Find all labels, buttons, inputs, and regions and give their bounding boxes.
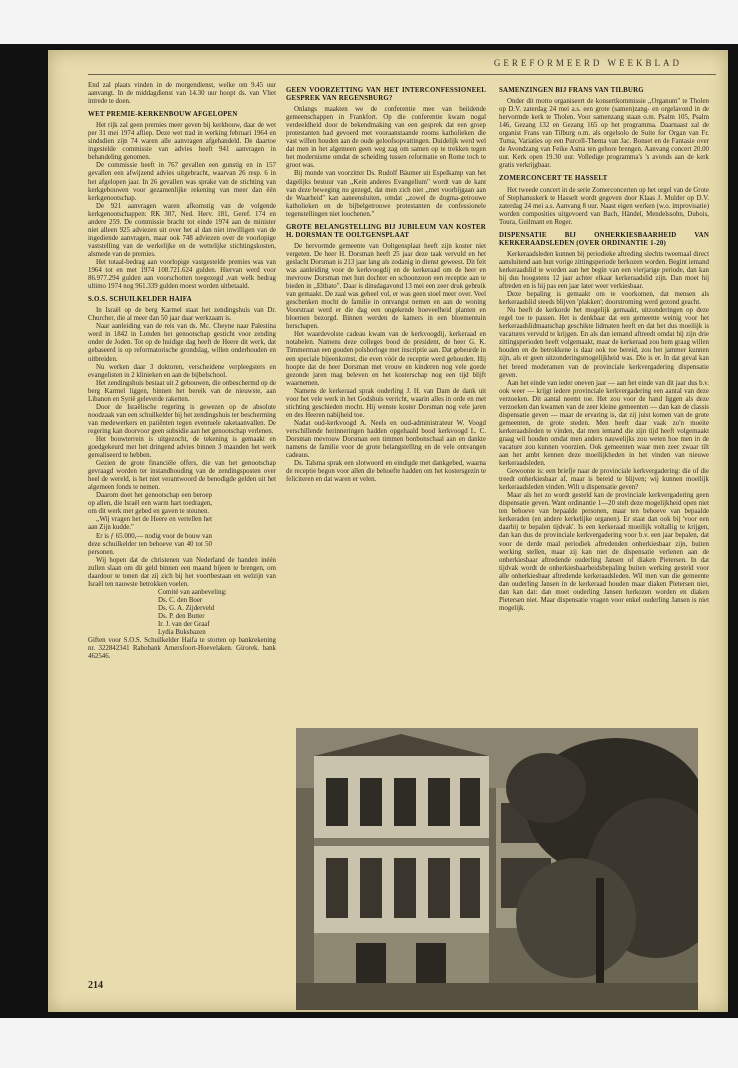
column-2: [286, 82, 486, 484]
heading-jubileum-dorsman: GROTE BELANGSTELLING BIJ JUBILEUM VAN KOSTER H. DORSMAN TE OOLTGENSPLAAT: [286, 223, 486, 239]
heading-dispensatie: DISPENSATIE BIJ ONHERKIESBAARHEID VAN KERKERAADSLEDEN (OVER ORDINANTIE 1-20): [499, 231, 709, 247]
column-1: [88, 82, 276, 661]
paragraph: Het bouwterrein is uitgezocht, de tekening is gemaakt en goedgekeurd met het dringend advies binnen 3 maanden het werk gerealiseerd te hebben.: [88, 435, 276, 460]
signature-line: Ds. C. den Boer: [158, 596, 203, 604]
donation-info: Giften voor S.O.S. Schuilkelder Haifa te storten op bankrekening nr. 322842341 Rabobank Amersfoort-Hoevelaken. Girorek. bank 462546.: [88, 637, 276, 661]
heading-zomerconcert-hasselt: ZOMERCONCERT TE HASSELT: [499, 175, 608, 183]
paragraph: Het waardevolste cadeau kwam van de kerkvoogdij, kerkeraad en notabelen. Namens deze colleges bood de president, de heer G. K. Timmerman een gouden polshorloge met inscriptie aan. Dat gebeurde in een speciale bijeenkomst, die even vóór de receptie werd gehouden. Hij hoopte dat de heer Dorsman met vrouw en kinderen nog vele goede gezonde jaren mag beleven en het kosterschap nog een tijd blijft waarnemen.: [286, 331, 486, 387]
paragraph: Aan het einde van ieder oneven jaar — aan het einde van dit jaar dus b.v. ook weer — krijgt iedere provinciale kerkvergadering een aantal van deze verzoeken. Dit aantal neemt toe. Het zou voor de hand liggen als deze verzoeken dan kwamen van de zeer kleine gemeenten — dan kan de classis dispensatie geven — maar de ervaring is, dat zij juist komen van de grote gemeenten, de grote steden. Men heeft daar vaak zo'n moeite kerkeraadsleden te vinden, dat men iemand die zijn tijd heeft volgemaakt graag wil houden omdat men anders nauwelijks zou weten hoe men in de vacature zou kunnen voorzien. Ook gemeenten waar men zeer zwaar tilt aan het ambt kennen deze moeilijkheden in het vinden van nieuwe kerkeraadsleden.: [499, 379, 709, 468]
paragraph: Daarom doet het genootschap een beroep op allen, die Israël een warm hart toedragen, om dit werk met gebed en gaven te steunen.: [88, 492, 212, 516]
heading-frans-van-tilburg: SAMENZINGEN BIJ FRANS VAN TILBURG: [499, 87, 644, 94]
intro-text: End zal plaats vinden in de morgendienst, welke om 9.45 uur aanvangt. In de middagdienst van 14.30 uur hoopt ds. van Vliet intrede te doen.: [88, 82, 276, 106]
paragraph: Onlangs maakten we de conferentie mee van beiidende gemeenschappen in Frankfort. Op die conferentie kwam nogal verdeeldheid door de bekendmaking van een gesprek dat een groep protestanten had gevoerd met vooraanstaande rooms katholieken die vast willen houden aan de oude geloofsopvattingen. Duidelijk werd wel dat men in het algemeen geen weg zag om samen op te trekken tegen het modernisme omdat de scheiding tussen reformatie en Rome toch te groot was.: [286, 106, 486, 170]
paragraph: Het tweede concert in de serie Zomerconcerten op het orgel van de Grote of Stephanuskerk te Hasselt wordt gegeven door Klaas J. Mulder op D.V. zaterdag 24 mei a.s. Aanvang 8 uur. Naast eigen werken (w.o. improvisatie) worden composities uitgevoerd van Bach, Händel, Mendelssohn, Dubois, Toura, Guilmant en Reger.: [499, 186, 709, 226]
paragraph: Gezien de grote financiële offers, die van het genootschap gevraagd worden ter instandhouding van de zendingsposten over heel de wereld, is het niet verantwoord de benodigde gelden uit het algemeen fonds te nemen.: [88, 460, 276, 492]
paragraph: Gewoonte is: een briefje naar de provinciale kerkvergadering: die of die treedt onherkiesbaar af, maar is bereid te blijven; wij kunnen moeilijk kerkeraadsleden vinden. Wilt u dispensatie geven?: [499, 468, 709, 492]
paragraph: Deze bepaling is gemaakt om te voorkomen, dat mensen als kerkeraadslid steeds blijven 'plakken'; doorstroming werd gezond geacht.: [499, 291, 709, 307]
narrow-block: [88, 492, 212, 556]
paragraph: Kerkeraadsleden kunnen bij periodieke aftreding slechts tweemaal direct aansluitend aan hun vorige zittingsperiode herkozen worden. Begint iemand kerkeraadslid te worden aan het begin van een vierjarige periode, dan kan hij dus hoogstens 12 jaar achter elkaar kerkeraadslid zijn. Dan moet hij aftreden en is hij pas een jaar later weer verkiesbaar.: [499, 250, 709, 291]
paragraph: De hervormde gemeente van Ooltgensplaat heeft zijn koster niet vergeten. De heer H. Dorsman heeft 25 jaar deze taak vervuld en het geslacht Dorsman is 213 jaar lang als zodanig in dienst geweest. Dit feit was aanleiding voor de kerkvoogdij en de kerkeraad om de heer en mevrouw Dorsman met hun dochter en schoonzoon een receptie aan te bieden in ,,Eltbato". Daar is dinsdagavond 13 mei een zeer druk gebruik van gemaakt. De zaal was geheel vol, er was geen stoel meer over. Veel geschenken mocht de familie in ontvangst nemen en aan de woning Voorstraat werd er die dag een ongekende hoeveelheid planten en bloemen bezorgd. Binnen werden de kamers in een bloementuin herschapen.: [286, 242, 486, 331]
paragraph: De commissie heeft in 767 gevallen een gunstig en in 157 gevallen een afwijzend advies uitgebracht, waarvan 26 resp. 6 in het afgelopen jaar. In 26 gevallen was sprake van de stichting van kerkgebouwen voor gezamenlijke rekening van meer dan één kerkgenootschap.: [88, 162, 276, 202]
paragraph: Het zendingshuis bestaat uit 2 gebouwen, die onbeschermd op de berg Karmel liggen, binnen het bereik van de nieuwste, aan Libanon en Syrië geleverde raketten.: [88, 379, 276, 403]
paragraph: Door de Israëlische regering is gewezen op de absolute noodzaak van een schuilkelder bij het zendingshuis ter bescherming van medewerkers en patiënten tegen eventuele raketaanvallen. De regering kan doorvoor geen subsidie aan het genootschap verlenen.: [88, 403, 276, 435]
paragraph: Nu werken daar 3 doktoren, verscheidene verpleegsters en evangelisten in 2 klinieken en aan de bijbelschool.: [88, 363, 276, 379]
signature-line: Comité van aanbeveling:: [158, 588, 227, 596]
heading-sos-schuilkelder: S.O.S. SCHUILKELDER HAIFA: [88, 296, 192, 304]
paragraph: Het totaal-bedrag aan voorlopige vastgestelde premies was van 1964 tot en met 1974 108.721.624 gulden. Hiervan werd voor 86.977.294 gulden aan voorschotten toegezegd ,van welk bedrag ultimo 1974 nog 961.339 gulden moest worden uitbetaald.: [88, 258, 276, 291]
signature-line: Ds. G. A. Zijderveld: [158, 604, 215, 612]
paragraph: Het rijk zal geen premies meer geven bij kerkbouw, daar de wet per 31 mei 1974 afliep. Deze wet trad in werking februari 1964 en sindsdien zijn 74 waren alle aanvragen afgehandeld. De daartoe ingestelde commissie van advies heeft 941 aanvragen in behandeling genomen.: [88, 122, 276, 162]
paragraph: Bij monde van voorzitter Ds. Rudolf Bäumer uit Espelkamp van het dagelijks bestuur van ,,Kein anderes Evangelium" wordt van de kant van deze beweging nu gezegd, dat men zich niet ,,met voorbijgaan aan de Waarheid" kan aaneensluiten, omdat ,,zowel de dogma-getrouwe katholieken en de bijbelgetrouwe protestanten de confessionele tegenstellingen niet loochenen.": [286, 170, 486, 218]
header-rule: [88, 74, 716, 75]
paragraph: In Israël op de berg Karmel staat het zendingshuis van Dr. Churcher, die al meer dan 50 jaar daar werkzaam is.: [88, 307, 276, 323]
signature-line: Lydia Buksbazen: [158, 629, 206, 637]
paragraph: Naar aanleiding van de reis van ds. Mc. Cheyne naar Palestina werd in 1842 in Londen het genootschap gesticht voor zending onder de Joden. Tot op de huidige dag heeft de Heere dit werk, dat gebaseerd is op reformatorische grondslag, willen onderhouden en uitbreiden.: [88, 323, 276, 363]
page-number: 214: [88, 980, 103, 991]
paragraph: Namens de kerkeraad sprak ouderling J. H. van Dam de dank uit voor het vele werk in het Godshuis verricht, waarin alles in orde en met stichting geschieden mocht. Hij wenste koster Dorsman nog vele jaren en des Heeren nabijheid toe.: [286, 387, 486, 419]
paragraph: Wij hopen dat de christenen van Nederland de handen inéén zullen slaan om dit geld binnen een maand bijeen te brengen, om daardoor te tonen dat zij zich bij het voortbestaan en welzijn van Israël ten nauwste betrokken voelen.: [88, 556, 276, 588]
paragraph: De 921 aanvragen waren afkomstig van de volgende kerkgenootschappen: RK 307, Ned. Herv. 181, Geref. 174 en andere 259. De commissie bracht tot einde 1974 aan de minister niet alleen 925 adviezen uit over het al dan niet inwilligen van de ingediende aanvragen, maar ook 748 adviezen over de voorlopige vaststelling van de werkelijke en de wettelijke stichtingskosten, alsmede van de premies.: [88, 202, 276, 258]
column-3: [499, 82, 709, 613]
paragraph: Nadat oud-kerkvoogd A. Neels en oud-administrateur W. Voogd verschillende herinneringen hadden opgehaald bood kerkvoogd L. C. Dorsman mevrouw Dorsman een timmen bonbonschaal aan en dankte namens de familie voor de grote belangstelling en de vele ontvangen cadeaus.: [286, 419, 486, 460]
signature-line: Ds. P. den Butter: [158, 613, 205, 620]
paragraph: Ds. Talsma sprak een slotwoord en eindigde met dankgebed, waarna de receptie begon voor allen die behoefte hadden om het kostersgezin te feliciteren en dat waren er velen.: [286, 460, 486, 484]
newspaper-page: [48, 50, 728, 1012]
paragraph: Onder dit motto organiseert de konsertkommissie ,,Organum" te Tholen op D.V. zaterdag 24 mei a.s. een grote (samen)zang- en orgelavond in de hervormde kerk te Tholen. Voor samenzang staan o.m. Psalm 105, Psalm 146, Gezang 132 en Gezang 165 op het programma. Daarnaast zal de organist Frans van Tilburg o.m. als orgelsolo de Suite for Organ van Fr. Tuma, Variaties op een Purcell-Thema van Jac. Bonset en de Fantasie over de Avondzang van Feike Asma ten gehore brengen. Aanvang concert 20.00 uur. Kerk open 19.30 uur. Volledige programma's 's avonds aan de kerk gratis verkrijgbaar.: [499, 98, 709, 170]
paragraph: Maar als het zo wordt gesteld kan de provinciale kerkvergadering geen dispensatie geven. Want ordinantie 1—20 stelt deze mogelijkheid open niet ten behoeve van bepaalde personen, maar ten behoeve van bepaalde kerkeraden (en andere kerkelijke organen). Er staat dan ook bij 'voor een daarbij te bepalen tijdvak'. Is een kerkeraad moeilijk voltallig te krijgen, dan kan dus de provinciale kerkvergadering voor b.v. een jaar bepalen, dat voor de derde maal periodiek aftredenden onherkiesbaar zijn, buiten werking stellen, maar zij kan niet de dispensatie verlenen aan de onherkiesbaar aftredende ouderling Jansen of diaken Pietersen. In dat tijdvak wordt de onherkiesbaarheidsbepaling buiten werking gesteld voor alle onherkiesbaar aftredende kerkeraadsleden. Wil men van die gemeente dan ouderling Jansen in de kerkeraad houden maar diaken Pietersen niet, dan kan dat: dan moet ouderling Jansen herkozen worden en diaken Pietersen niet. Maar dispensatie vragen voor enkel ouderling Jansen is niet mogelijk.: [499, 492, 709, 612]
page-header: GEREFORMEERD WEEKBLAD: [493, 58, 682, 68]
paragraph: Er is ƒ 65.000,— nodig voor de bouw van deze schuilkelder ten behoeve van 40 tot 50 personen.: [88, 532, 212, 556]
signature-line: Ir. J. van der Graaf: [158, 621, 210, 629]
building-photo: [296, 728, 698, 1010]
paragraph: ,,Wij vragen het de Heere en vertellen het aan Zijn kudde.": [88, 516, 212, 532]
paragraph: Nu heeft de kerkorde het mogelijk gemaakt, uitzonderingen op deze regel toe te passen. Het is denkbaar dat een gemeente weinig voor het kerkeraadslidmaatschap geschikte lidmaten heeft en dat het dus moeilijk is vacatures vervuld te krijgen. En als dan iemand aftreedt omdat hij zijn drie zittingsperioden heeft volgemaakt, maar de kerkeraad zou hem graag willen houden en de betrokkene is daar ook toe bereid, zou het jammer kunnen zijn, als er geen uitzonderingsmogelijkheid was. Die is er. In dat geval kan het breed moderamen van de provinciale kerkvergadering dispensatie geven.: [499, 307, 709, 379]
heading-regensburg: GEEN VOORZETTING VAN HET INTERCONFESSIONEEL GESPREK VAN REGENSBURG?: [286, 87, 486, 103]
heading-premie-kerkenbouw: WET PREMIE-KERKENBOUW AFGELOPEN: [88, 111, 238, 119]
